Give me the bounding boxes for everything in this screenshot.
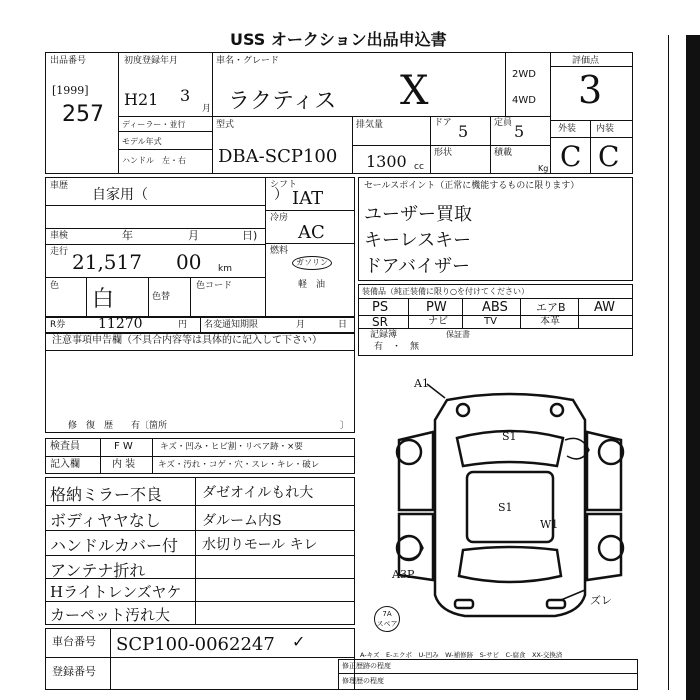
capacity: 5	[514, 122, 525, 141]
equipment-label: 装備品（純正装備に限り○を付けてください）	[362, 287, 529, 296]
drive-2wd: 2WD	[512, 69, 536, 80]
kg-unit: Kg	[538, 164, 549, 173]
color-swap-label: 色替	[152, 292, 171, 302]
name-change-day: 日	[338, 320, 348, 330]
note-left-3: ハンドルカバー付	[50, 536, 179, 555]
name-change-label: 名変通知期限	[204, 320, 259, 330]
equip-leather: 本革	[540, 316, 560, 327]
reg-label: 初度登録年月	[124, 56, 179, 66]
chassis-number: SCP100-0062247	[116, 634, 275, 655]
equip-navi: ナビ	[428, 316, 448, 327]
equip-sr: SR	[372, 315, 388, 329]
load-label: 積載	[494, 148, 513, 158]
fuel: ガソリン	[292, 256, 332, 270]
drive-4wd: 4WD	[512, 95, 536, 106]
score: 3	[578, 68, 603, 112]
diagram-mark-s1-top: S1	[502, 430, 517, 443]
type-label: 型式	[216, 120, 235, 130]
chassis-check: ✓	[292, 632, 306, 651]
yen-unit: 円	[178, 320, 188, 330]
fuel-note: 軽 油	[298, 280, 326, 290]
note-right-1: ダゼオイルもれ大	[202, 485, 314, 501]
year-code: [1999]	[52, 84, 89, 97]
inspector-label-2: 記入欄	[50, 459, 80, 470]
arrow-zure	[561, 590, 585, 600]
legend-line-3: 修理歴の程度	[342, 677, 384, 685]
score-label: 評価点	[572, 56, 600, 66]
lot-label: 出品番号	[50, 56, 87, 66]
inspection-year: 年	[122, 229, 133, 242]
model-year-label: モデル年式	[122, 137, 162, 146]
car-label: 車名・グレード	[216, 56, 280, 66]
shape-label: 形状	[434, 148, 453, 158]
equip-aw: AW	[594, 300, 616, 315]
wheel-rear-right	[599, 536, 623, 560]
diagram-mark-zure: ズレ	[590, 594, 612, 607]
chassis-label: 車台番号	[52, 635, 96, 648]
equip-abs: ABS	[482, 300, 508, 315]
diagram-mark-w1: W1	[540, 518, 559, 531]
doors: 5	[458, 122, 469, 141]
equip-pw: PW	[426, 300, 447, 315]
rticket: 11270	[98, 316, 143, 332]
reg-month-unit: 月	[202, 104, 212, 114]
ext-label: 外装	[558, 124, 577, 134]
sales-label: セールスポイント（正常に機能するものに限ります）	[364, 181, 580, 191]
note-right-2: ダルーム内S	[202, 513, 282, 529]
scan-edge	[686, 35, 700, 700]
warranty-label: 保証書	[446, 330, 470, 339]
shift-label: シフト	[270, 180, 298, 190]
capacity-label: 定員	[494, 118, 513, 128]
wheel-front-left	[397, 440, 421, 464]
notes-label: 注意事項申告欄（不具合内容等は具体的に記入して下さい）	[52, 335, 322, 346]
notes-section	[45, 333, 355, 433]
rticket-label: R券	[50, 320, 66, 330]
note-left-4: アンテナ折れ	[50, 561, 146, 580]
fuel-label: 燃料	[270, 246, 289, 256]
grade: X	[400, 68, 429, 114]
inspector-row1: キズ・凹み・ヒビ割・リペア跡・×要	[160, 442, 303, 452]
color: 白	[92, 287, 115, 312]
inspection-label: 車検	[50, 231, 69, 241]
ac: AC	[298, 222, 325, 243]
page-title: USS オークション出品申込書	[230, 30, 447, 49]
spare-stamp: 7A スペア	[374, 606, 400, 632]
handle-label: ハンドル 左・右	[122, 156, 186, 165]
inspector-row2: キズ・汚れ・コゲ・穴・スレ・キレ・破レ	[158, 460, 320, 470]
reg-number-label: 登録番号	[52, 665, 96, 678]
inspector-label-1: 検査員	[50, 441, 80, 452]
repair-bracket: 〕	[340, 421, 350, 431]
usage-label: 車歴	[50, 181, 69, 191]
inspector-int: 内 装	[112, 459, 136, 470]
diagram-mark-a3p: A3P	[392, 568, 415, 581]
int-grade: C	[598, 140, 620, 173]
scan-line	[668, 35, 669, 690]
wheel-front-right	[599, 440, 623, 464]
equip-ps: PS	[372, 300, 389, 315]
displacement: 1300	[366, 152, 407, 171]
cc-unit: cc	[414, 162, 424, 172]
reg-era: H21	[124, 90, 159, 109]
equip-airbag: エアB	[536, 301, 566, 314]
name-change-month: 月	[296, 320, 306, 330]
note-right-3: 水切りモール キレ	[202, 537, 318, 553]
lot-number: 257	[62, 102, 104, 127]
sales-line-1: ユーザー買取	[364, 204, 472, 225]
usage: 自家用（ ）	[92, 187, 288, 203]
inspection-day: 日)	[242, 229, 258, 242]
note-left-1: 格納ミラー不良	[50, 485, 163, 504]
diagram-mark-s1-center: S1	[498, 501, 513, 514]
color-label: 色	[50, 281, 60, 291]
legend-line-1: A-キズ E-エクボ U-凹み W-補修跡 S-サビ C-腐食 XX-交換済	[360, 651, 563, 659]
rear-window	[459, 547, 561, 582]
sales-line-3: ドアバイザー	[364, 256, 471, 277]
mileage: 21,517	[72, 250, 142, 274]
km-unit: km	[218, 264, 232, 274]
record-label: 記録簿	[370, 330, 398, 340]
note-left-5: Hライトレンズヤケ	[50, 583, 182, 601]
sales-line-2: キーレスキー	[364, 230, 472, 251]
inspector-fw: F W	[114, 441, 133, 452]
note-left-2: ボディヤヤなし	[50, 511, 161, 530]
model-code: DBA-SCP100	[218, 146, 338, 167]
repair-label: 修 復 歴 有〔箇所	[68, 421, 168, 431]
legend-line-2: 修正歴跡の程度	[342, 662, 391, 670]
shift: IAT	[292, 188, 324, 209]
equip-tv: TV	[484, 316, 497, 327]
door-label: ドア	[434, 118, 452, 128]
displacement-label: 排気量	[356, 120, 384, 130]
arrow-a1	[427, 384, 445, 398]
int-label: 内装	[596, 124, 615, 134]
note-left-6: カーペット汚れ大	[50, 606, 171, 624]
diagram-mark-a1: A1	[414, 377, 429, 390]
record-opts: 有 ・ 無	[374, 342, 420, 352]
ext-grade: C	[560, 140, 582, 173]
car-name: ラクティス	[228, 89, 337, 114]
ac-label: 冷房	[270, 213, 289, 223]
inspection-month: 月	[188, 229, 199, 242]
dealer-label: ディーラー・並行	[122, 120, 186, 129]
color-code-label: 色コード	[196, 281, 233, 291]
mileage-suffix: 00	[176, 250, 202, 274]
mileage-label: 走行	[50, 247, 69, 257]
reg-month: 3	[180, 86, 191, 105]
